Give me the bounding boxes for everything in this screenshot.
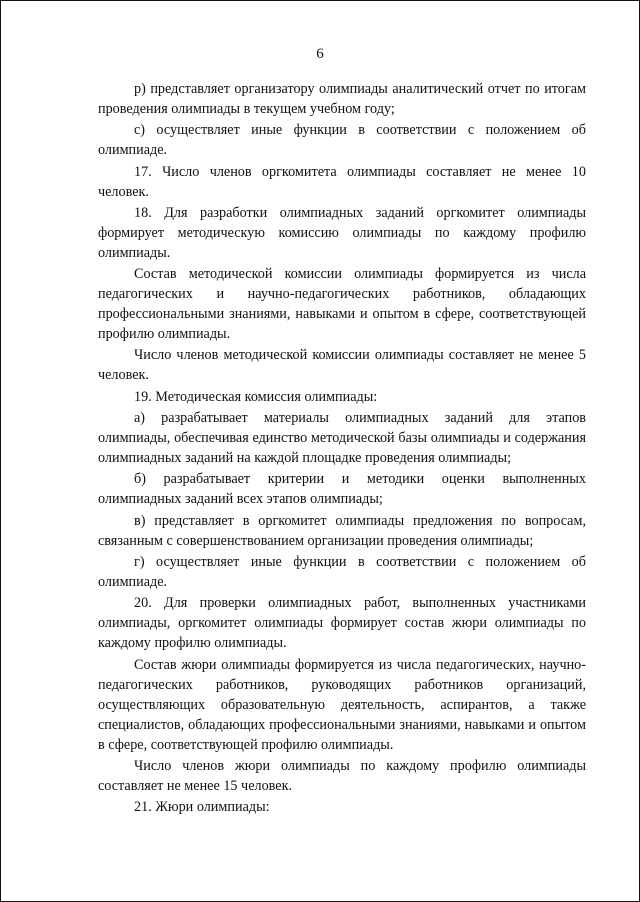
- paragraph-19-b: б) разрабатывает критерии и методики оценки выполненных олимпиадных заданий всех этапов олимпиады;: [98, 471, 586, 508]
- paragraph-19-v: в) представляет в оргкомитет олимпиады предложения по вопросам, связанным с совершенствованием организации проведения олимпиады;: [98, 512, 586, 549]
- paragraph-21: 21. Жюри олимпиады:: [134, 799, 270, 816]
- paragraph-jury-count: Число членов жюри олимпиады по каждому профилю олимпиады составляет не менее 15 человек.: [98, 757, 586, 794]
- document-body: [98, 79, 586, 818]
- paragraph-method-commission-count: Число членов методической комиссии олимпиады составляет не менее 5 человек.: [98, 347, 586, 384]
- paragraph-19-a: а) разрабатывает материалы олимпиадных заданий для этапов олимпиады, обеспечивая единство методической базы олимпиады и содержания олимпиадных заданий на каждой площадке проведения олимпиады;: [98, 410, 586, 467]
- paragraph-20: 20. Для проверки олимпиадных работ, выполненных участниками олимпиады, оргкомитет олимпиады формирует состав жюри олимпиады по каждому профилю олимпиады.: [98, 595, 586, 652]
- paragraph-method-commission-composition: Состав методической комиссии олимпиады формируется из числа педагогических и научно-педагогических работников, обладающих профессиональными знаниями, навыками и опытом в сфере, соответствующей профилю олимпиады.: [98, 266, 586, 343]
- paragraph-r: р) представляет организатору олимпиады аналитический отчет по итогам проведения олимпиады в текущем учебном году;: [98, 81, 586, 117]
- paragraph-17: 17. Число членов оргкомитета олимпиады составляет не менее 10 человек.: [98, 163, 586, 200]
- paragraph-19: 19. Методическая комиссия олимпиады:: [134, 388, 378, 405]
- paragraph-18: 18. Для разработки олимпиадных заданий оргкомитет олимпиады формирует методическую комиссию олимпиады по каждому профилю олимпиады.: [98, 204, 586, 261]
- paragraph-s: с) осуществляет иные функции в соответствии с положением об олимпиаде.: [98, 122, 586, 159]
- paragraph-19-g: г) осуществляет иные функции в соответствии с положением об олимпиаде.: [98, 553, 586, 590]
- page-number: 6: [316, 46, 324, 62]
- paragraph-jury-composition: Состав жюри олимпиады формируется из числа педагогических, научно-педагогических работников, руководящих работников организаций, осуществляющих образовательную деятельность, аспирантов, а также специалистов, обладающих профессиональными знаниями, навыками и опытом в сфере, соответствующей профилю олимпиады.: [98, 656, 586, 753]
